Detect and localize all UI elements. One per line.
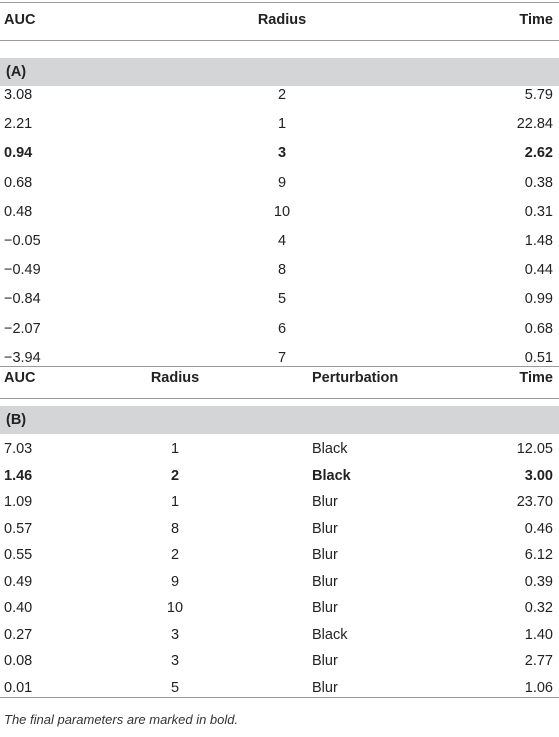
time-cell: 2.77: [524, 653, 553, 669]
radius-cell: 4: [277, 233, 287, 249]
time-cell: 12.05: [516, 441, 553, 457]
time-cell: 22.84: [516, 116, 553, 133]
auc-cell: 0.94: [4, 145, 33, 162]
auc-cell: 1.09: [4, 494, 33, 510]
radius-cell: 10: [166, 600, 184, 616]
table-row: [0, 139, 559, 168]
header-auc: AUC: [4, 370, 36, 386]
radius-cell: 2: [277, 87, 287, 103]
table-row: [0, 315, 559, 344]
radius-cell: 2: [170, 467, 180, 484]
auc-cell: 0.49: [4, 573, 33, 590]
time-cell: 6.12: [524, 547, 553, 563]
auc-cell: −2.07: [4, 320, 41, 337]
time-cell: 5.79: [524, 87, 553, 103]
section-band-b: [0, 406, 559, 434]
perturbation-cell: Black: [312, 467, 351, 484]
auc-cell: 0.55: [4, 547, 33, 563]
top-rule: [0, 2, 559, 3]
header-radius: Radius: [150, 370, 200, 386]
table-row: [0, 169, 559, 198]
radius-cell: 5: [277, 291, 287, 308]
header-auc: AUC: [4, 12, 36, 28]
perturbation-cell: Blur: [312, 653, 338, 669]
auc-cell: 2.21: [4, 116, 33, 133]
table-row: [0, 227, 559, 256]
perturbation-cell: Blur: [312, 520, 338, 537]
time-cell: 0.31: [524, 203, 553, 220]
auc-cell: 0.08: [4, 653, 33, 669]
radius-cell: 7: [277, 349, 287, 366]
footnote: The final parameters are marked in bold.: [4, 712, 239, 727]
time-cell: 1.40: [524, 626, 553, 643]
time-cell: 0.46: [524, 520, 553, 537]
perturbation-cell: Blur: [312, 494, 338, 510]
section-label-a: (A): [6, 64, 27, 80]
radius-cell: 3: [277, 145, 287, 162]
radius-cell: 1: [170, 494, 180, 510]
perturbation-cell: Blur: [312, 679, 338, 696]
time-cell: 0.39: [524, 573, 553, 590]
perturbation-cell: Blur: [312, 547, 338, 563]
section-label-b: (B): [6, 412, 27, 428]
time-cell: 3.00: [524, 467, 553, 484]
time-cell: 0.68: [524, 320, 553, 337]
perturbation-cell: Blur: [312, 573, 338, 590]
table-row: [0, 647, 559, 676]
table-row: [0, 488, 559, 517]
auc-cell: 0.57: [4, 520, 33, 537]
table-row: [0, 198, 559, 227]
radius-cell: 9: [277, 174, 287, 191]
radius-cell: 9: [170, 573, 180, 590]
perturbation-cell: Black: [312, 441, 348, 457]
time-cell: 0.44: [524, 262, 553, 279]
perturbation-cell: Blur: [312, 600, 338, 616]
table-row: [0, 81, 559, 110]
header-rule: [0, 398, 559, 399]
table-row: [0, 541, 559, 570]
radius-cell: 2: [170, 547, 180, 563]
auc-cell: −0.49: [4, 262, 41, 279]
time-cell: 23.70: [516, 494, 553, 510]
table-row: [0, 110, 559, 139]
table-row: [0, 568, 559, 597]
table-a-header: [0, 6, 559, 35]
auc-cell: 7.03: [4, 441, 33, 457]
bottom-rule: [0, 697, 559, 698]
time-cell: 1.06: [524, 679, 553, 696]
radius-cell: 6: [277, 320, 287, 337]
time-cell: 0.51: [524, 349, 553, 366]
header-rule: [0, 40, 559, 41]
auc-cell: −3.94: [4, 349, 41, 366]
auc-cell: 0.48: [4, 203, 33, 220]
table-row: [0, 435, 559, 464]
table-row: [0, 594, 559, 623]
table-b-header: [0, 364, 559, 393]
radius-cell: 5: [170, 679, 180, 696]
radius-cell: 8: [170, 520, 180, 537]
radius-cell: 10: [273, 203, 291, 220]
table-row: [0, 256, 559, 285]
radius-cell: 3: [170, 653, 180, 669]
table-row: [0, 621, 559, 650]
radius-cell: 1: [277, 116, 287, 133]
radius-cell: 8: [277, 262, 287, 279]
auc-cell: 0.27: [4, 626, 33, 643]
time-cell: 0.99: [524, 291, 553, 308]
auc-cell: −0.84: [4, 291, 41, 308]
table-row: [0, 285, 559, 314]
header-time: Time: [519, 370, 553, 386]
header-radius: Radius: [257, 12, 307, 28]
table-row: [0, 515, 559, 544]
perturbation-cell: Black: [312, 626, 348, 643]
auc-cell: −0.05: [4, 233, 41, 249]
radius-cell: 1: [170, 441, 180, 457]
time-cell: 1.48: [524, 233, 553, 249]
auc-cell: 0.68: [4, 174, 33, 191]
header-time: Time: [519, 12, 553, 28]
auc-cell: 3.08: [4, 87, 33, 103]
radius-cell: 3: [170, 626, 180, 643]
time-cell: 0.32: [524, 600, 553, 616]
auc-cell: 0.40: [4, 600, 33, 616]
time-cell: 0.38: [524, 174, 553, 191]
auc-cell: 0.01: [4, 679, 33, 696]
auc-cell: 1.46: [4, 467, 33, 484]
table-row: [0, 674, 559, 703]
header-perturbation: Perturbation: [312, 370, 399, 386]
table-row: [0, 462, 559, 491]
time-cell: 2.62: [524, 145, 553, 162]
